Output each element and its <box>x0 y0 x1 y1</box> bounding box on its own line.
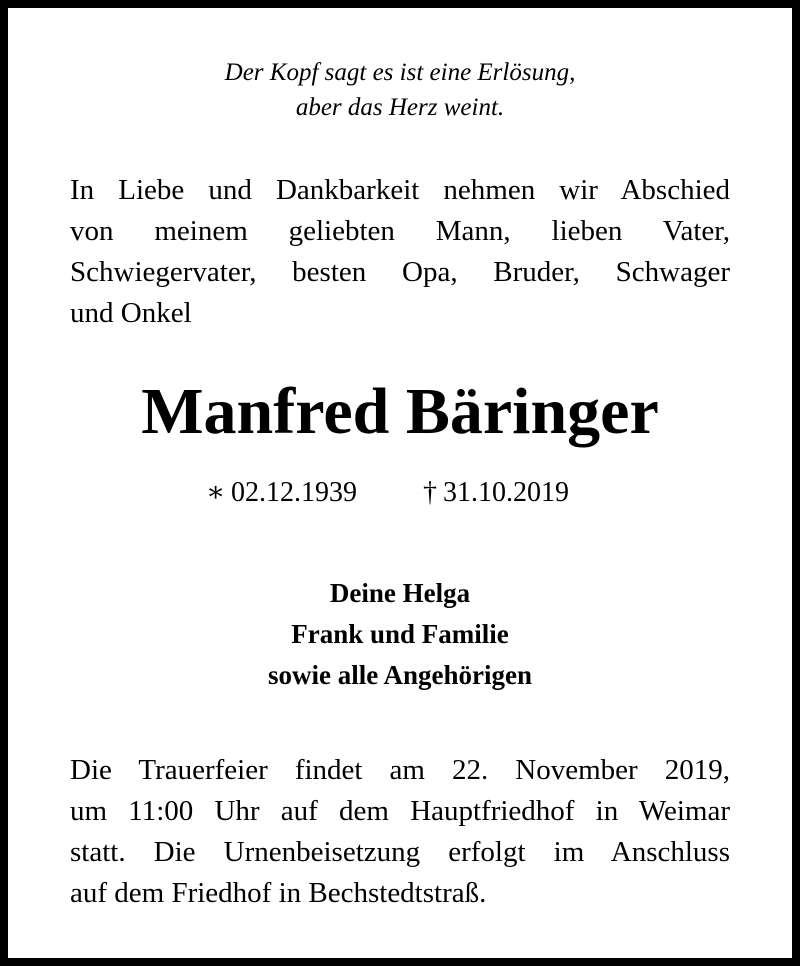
intro-line-2: von meinem geliebten Mann, lieben Vater, <box>70 215 730 247</box>
intro-line-1: In Liebe und Dankbarkeit nehmen wir Abschied <box>70 174 730 206</box>
birth-date-group <box>206 475 357 511</box>
funeral-line-2: um 11:00 Uhr auf dem Hauptfriedhof in Weimar <box>70 795 730 827</box>
intro-line-3: Schwiegervater, besten Opa, Bruder, Schwager <box>70 256 730 288</box>
death-cross-icon: † <box>423 477 437 508</box>
motto-line-2: aber das Herz weint. <box>295 94 505 121</box>
funeral-line-3: statt. Die Urnenbeisetzung erfolgt im Anschluss <box>70 836 730 868</box>
death-date: 31.10.2019 <box>443 477 569 508</box>
deceased-name: Manfred Bäringer <box>141 375 659 448</box>
motto-line-1: Der Kopf sagt es ist eine Erlösung, <box>224 59 576 86</box>
intro-line-4: und Onkel <box>70 297 192 329</box>
mourner-line-1: Deine Helga <box>329 578 471 608</box>
funeral-line-1: Die Trauerfeier findet am 22. November 2019, <box>70 754 730 786</box>
mourner-line-2: Frank und Familie <box>291 619 509 649</box>
mourner-line-3: sowie alle Angehörigen <box>268 660 532 690</box>
birth-date: 02.12.1939 <box>231 477 358 508</box>
funeral-line-4: auf dem Friedhof in Bechstedtstraß. <box>70 877 487 909</box>
death-date-group <box>423 475 569 511</box>
birth-star-icon: ∗ <box>206 477 226 508</box>
